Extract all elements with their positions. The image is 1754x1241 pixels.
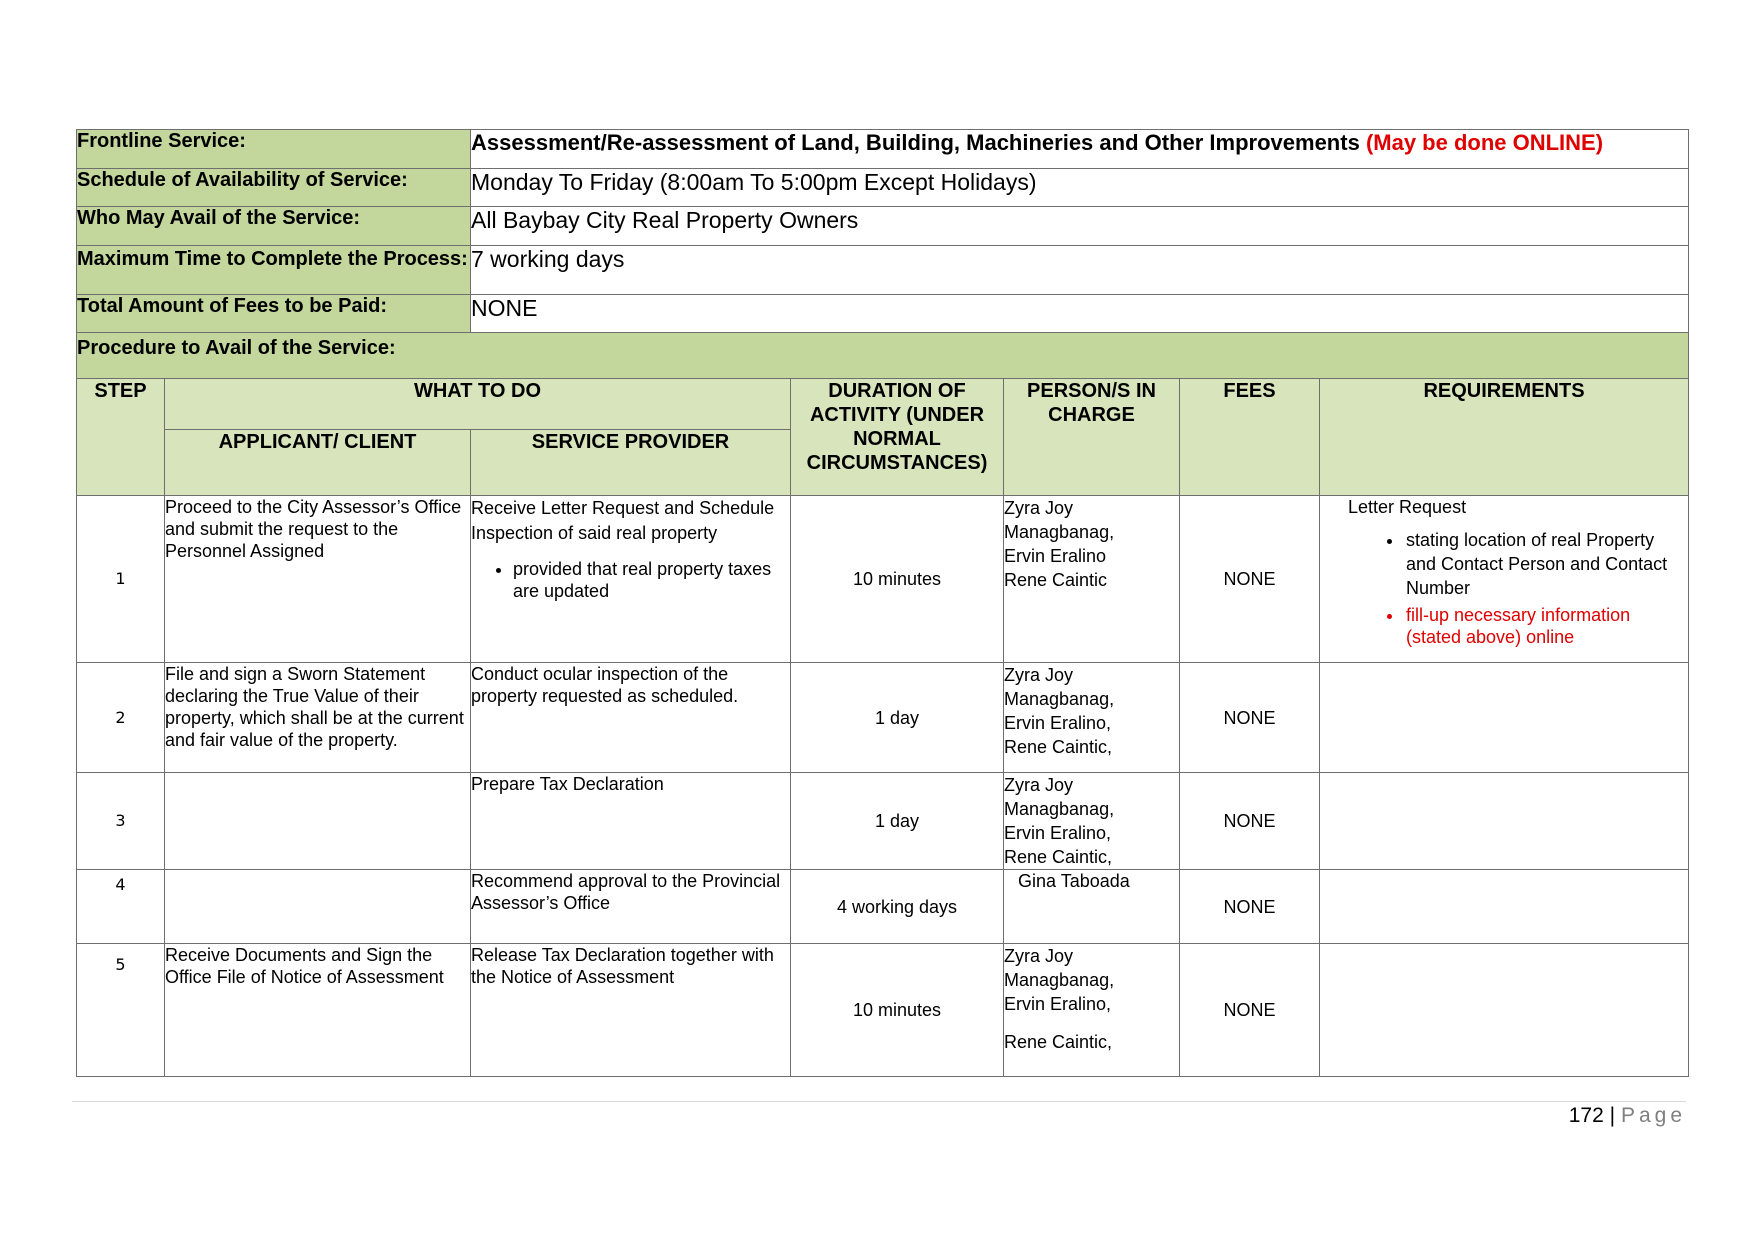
person-name: Gina Taboada <box>1018 871 1130 891</box>
header-service-provider: SERVICE PROVIDER <box>471 430 791 496</box>
page-number: 172 <box>1568 1104 1604 1127</box>
applicant-action: Receive Documents and Sign the Office File of Notice of Assessment <box>165 944 471 1077</box>
header-applicant-client: APPLICANT/ CLIENT <box>165 430 471 496</box>
provider-action <box>471 496 791 663</box>
requirements-empty <box>1320 773 1689 870</box>
person-name: Ervin Eralino, <box>1004 713 1112 733</box>
who-may-avail-value: All Baybay City Real Property Owners <box>471 207 1689 246</box>
total-fees-value: NONE <box>471 295 1689 333</box>
header-fees: FEES <box>1180 379 1320 496</box>
header-step: STEP <box>77 379 165 496</box>
max-time-label: Maximum Time to Complete the Process: <box>77 246 471 295</box>
person-name: Ervin Eralino, <box>1004 994 1112 1014</box>
footer-divider <box>72 1101 1686 1102</box>
provider-action: Conduct ocular inspection of the property requested as scheduled. <box>471 663 791 773</box>
requirement-bullet: • stating location of real Property and Contact Person and Contact Number <box>1404 528 1680 600</box>
provider-action: Recommend approval to the Provincial Assessor’s Office <box>471 870 791 944</box>
duration: 1 day <box>791 773 1004 870</box>
person-in-charge <box>1004 496 1180 663</box>
requirements-empty <box>1320 944 1689 1077</box>
requirement-title: Letter Request <box>1348 497 1467 517</box>
schedule-label: Schedule of Availability of Service: <box>77 169 471 207</box>
fees: NONE <box>1180 663 1320 773</box>
provider-action: Release Tax Declaration together with the Notice of Assessment <box>471 944 791 1077</box>
applicant-action: File and sign a Sworn Statement declaring the True Value of their property, which shall be at the current and fair value of the property. <box>165 663 471 773</box>
fees: NONE <box>1180 496 1320 663</box>
max-time-value: 7 working days <box>471 246 1689 295</box>
table-row <box>77 496 1689 663</box>
step-number: 4 <box>77 870 165 944</box>
requirements-empty <box>1320 663 1689 773</box>
page-footer <box>1569 1104 1686 1128</box>
person-name: Rene Caintic, <box>1004 737 1113 757</box>
person-name: Zyra Joy Managbanag, <box>1004 775 1115 819</box>
table-row <box>77 773 1689 870</box>
requirements <box>1320 496 1689 663</box>
person-name: Rene Caintic, <box>1004 1032 1113 1052</box>
step-number: 2 <box>77 663 165 773</box>
requirements-empty <box>1320 870 1689 944</box>
applicant-action <box>165 773 471 870</box>
requirement-bullet-online: • fill-up necessary information (stated above) online <box>1404 604 1680 648</box>
person-name: Zyra Joy Managbanag, <box>1004 665 1115 709</box>
total-fees-label: Total Amount of Fees to be Paid: <box>77 295 471 333</box>
person-in-charge <box>1004 944 1180 1077</box>
header-duration: DURATION OF ACTIVITY (UNDER NORMAL CIRCUMSTANCES) <box>791 379 1004 496</box>
person-name: Zyra Joy Managbanag, <box>1004 946 1115 990</box>
frontline-service-text: Assessment/Re-assessment of Land, Building, Machineries and Other Improvements <box>471 130 1360 155</box>
person-in-charge <box>1004 663 1180 773</box>
person-in-charge <box>1004 870 1180 944</box>
duration: 4 working days <box>791 870 1004 944</box>
header-what-to-do: WHAT TO DO <box>165 379 791 430</box>
fees: NONE <box>1180 870 1320 944</box>
citizens-charter-table <box>76 129 1689 1077</box>
step-number: 5 <box>77 944 165 1077</box>
provider-bullet: • provided that real property taxes are updated <box>513 558 790 602</box>
frontline-service-value <box>471 130 1689 169</box>
duration: 1 day <box>791 663 1004 773</box>
page-separator: | <box>1609 1104 1616 1127</box>
online-note: (May be done ONLINE) <box>1365 130 1604 155</box>
provider-action-text: Receive Letter Request and Schedule Inspection of said real property <box>471 498 775 543</box>
who-may-avail-label: Who May Avail of the Service: <box>77 207 471 246</box>
duration: 10 minutes <box>791 944 1004 1077</box>
table-row <box>77 663 1689 773</box>
fees: NONE <box>1180 944 1320 1077</box>
schedule-value: Monday To Friday (8:00am To 5:00pm Except Holidays) <box>471 169 1689 207</box>
provider-action: Prepare Tax Declaration <box>471 773 791 870</box>
person-name: Zyra Joy Managbanag, <box>1004 498 1115 542</box>
person-name: Rene Caintic <box>1004 570 1108 590</box>
person-name: Ervin Eralino <box>1004 546 1107 566</box>
step-number: 1 <box>77 496 165 663</box>
applicant-action <box>165 870 471 944</box>
header-requirements: REQUIREMENTS <box>1320 379 1689 496</box>
step-number: 3 <box>77 773 165 870</box>
person-name: Rene Caintic, <box>1004 847 1113 867</box>
procedure-label: Procedure to Avail of the Service: <box>77 333 1689 379</box>
applicant-action: Proceed to the City Assessor’s Office and submit the request to the Personnel Assigned <box>165 496 471 663</box>
header-person-in-charge: PERSON/S IN CHARGE <box>1004 379 1180 496</box>
table-row <box>77 944 1689 1077</box>
table-row <box>77 870 1689 944</box>
person-name: Ervin Eralino, <box>1004 823 1112 843</box>
fees: NONE <box>1180 773 1320 870</box>
frontline-service-label: Frontline Service: <box>77 130 471 169</box>
page-word: Page <box>1620 1104 1686 1127</box>
duration: 10 minutes <box>791 496 1004 663</box>
person-in-charge <box>1004 773 1180 870</box>
